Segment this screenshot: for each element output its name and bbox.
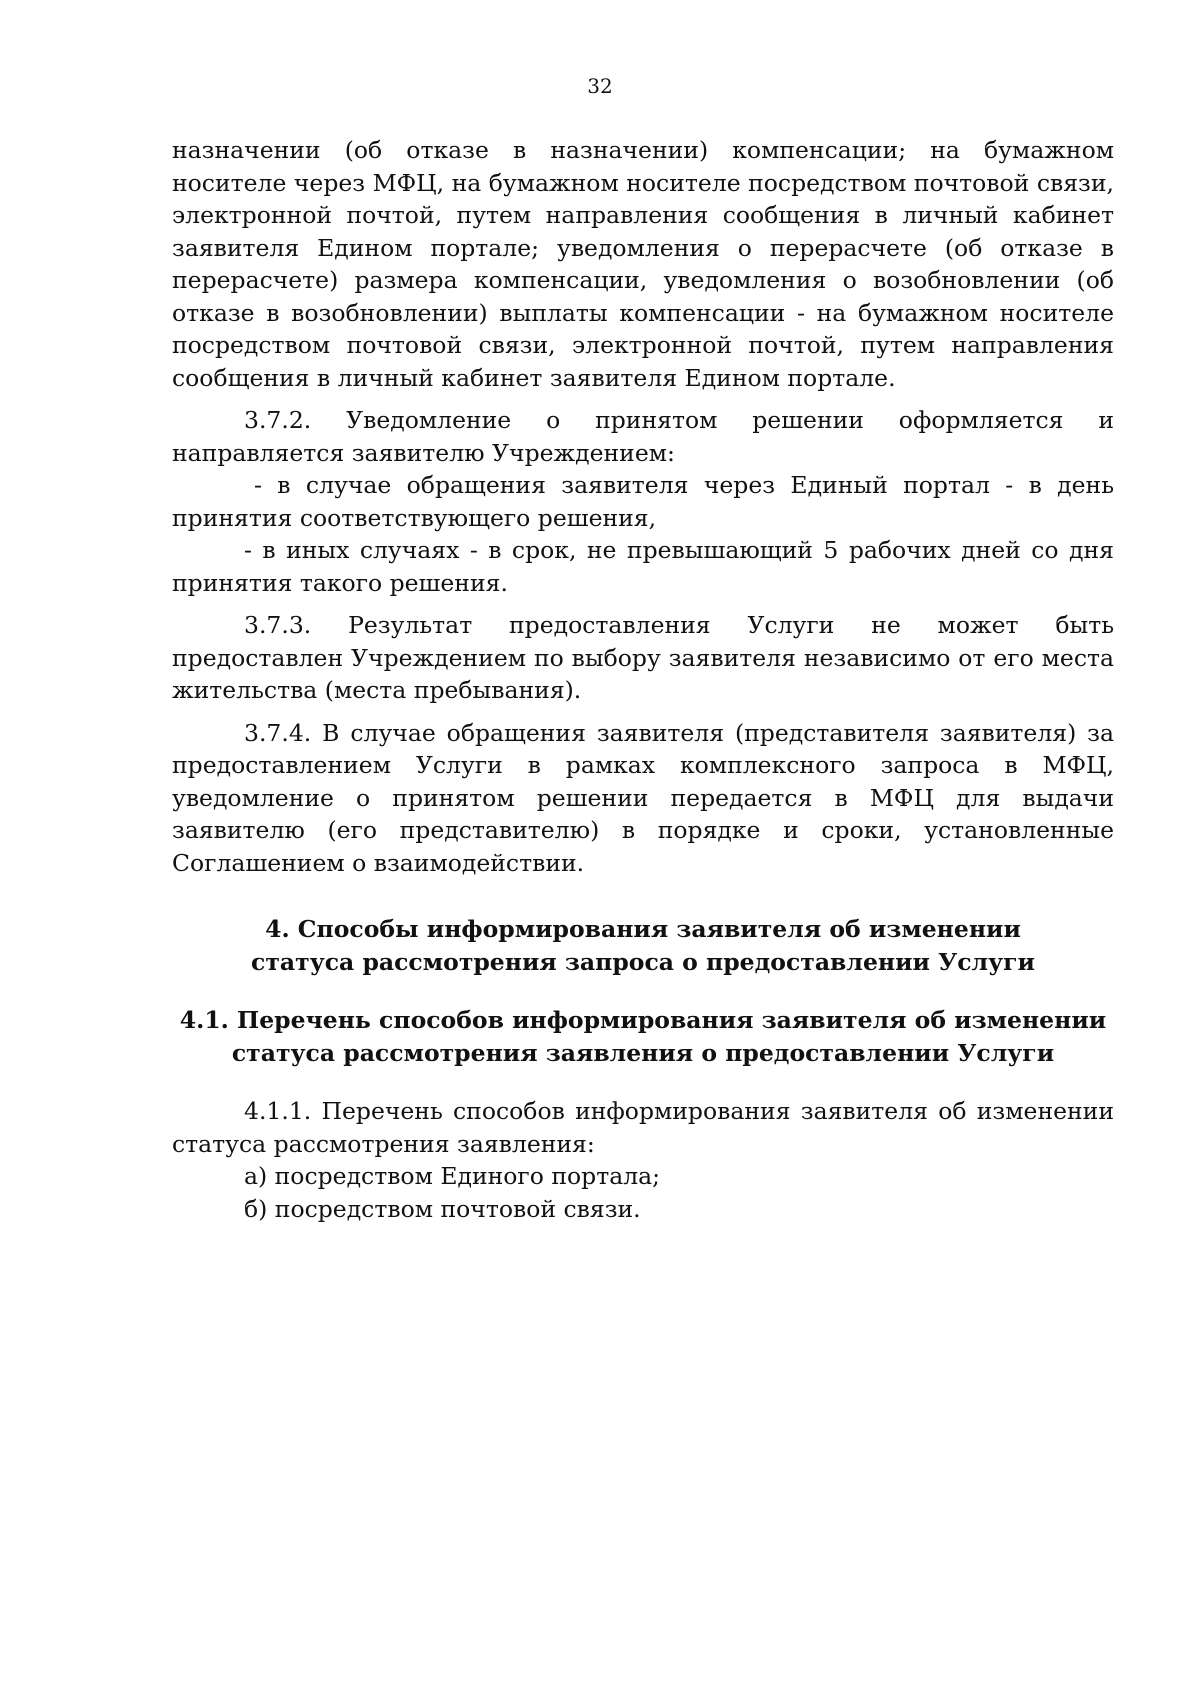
paragraph-3-7-3: 3.7.3. Результат предоставления Услуги не может быть предоставлен Учреждением по выбору заявителя независимо от его места жительства (места пребывания).	[172, 611, 1114, 704]
document-body	[172, 134, 1114, 1225]
section-4-1-heading: 4.1. Перечень способов информирования заявителя об изменении статуса рассмотрения заявления о предоставлении Услуги	[179, 1006, 1107, 1067]
list-item-b: б) посредством почтовой связи.	[244, 1194, 641, 1223]
paragraph-3-7-2: 3.7.2. Уведомление о принятом решении оформляется и направляется заявителю Учреждением:	[172, 406, 1114, 467]
list-item-a: а) посредством Единого портала;	[244, 1162, 661, 1190]
list-item-single-portal: - в случае обращения заявителя через Единый портал - в день принятия соответствующего решения,	[172, 471, 1114, 532]
paragraph-4-1-1: 4.1.1. Перечень способов информирования заявителя об изменении статуса рассмотрения заявления:	[172, 1097, 1114, 1158]
section-4-heading: 4. Способы информирования заявителя об изменении статуса рассмотрения запроса о предоставлении Услуги	[251, 915, 1035, 976]
list-item-other-cases: - в иных случаях - в срок, не превышающий 5 рабочих дней со дня принятия такого решения.	[172, 536, 1114, 597]
paragraph-continuation: назначении (об отказе в назначении) компенсации; на бумажном носителе через МФЦ, на бумажном носителе посредством почтовой связи, электронной почтой, путем направления сообщения в личный кабинет заявителя Едином портале; уведомления о перерасчете (об отказе в перерасчете) размера компенсации, уведомления о возобновлении (об отказе в возобновлении) выплаты компенсации - на бумажном носителе посредством почтовой связи, электронной почтой, путем направления сообщения в личный кабинет заявителя Едином портале.	[172, 136, 1114, 392]
paragraph-3-7-4: 3.7.4. В случае обращения заявителя (представителя заявителя) за предоставлением Услуги в рамках комплексного запроса в МФЦ, уведомление о принятом решении передается в МФЦ для выдачи заявителю (его представителю) в порядке и сроки, установленные Соглашением о взаимодействии.	[172, 718, 1114, 877]
page-number: 32	[587, 74, 613, 98]
